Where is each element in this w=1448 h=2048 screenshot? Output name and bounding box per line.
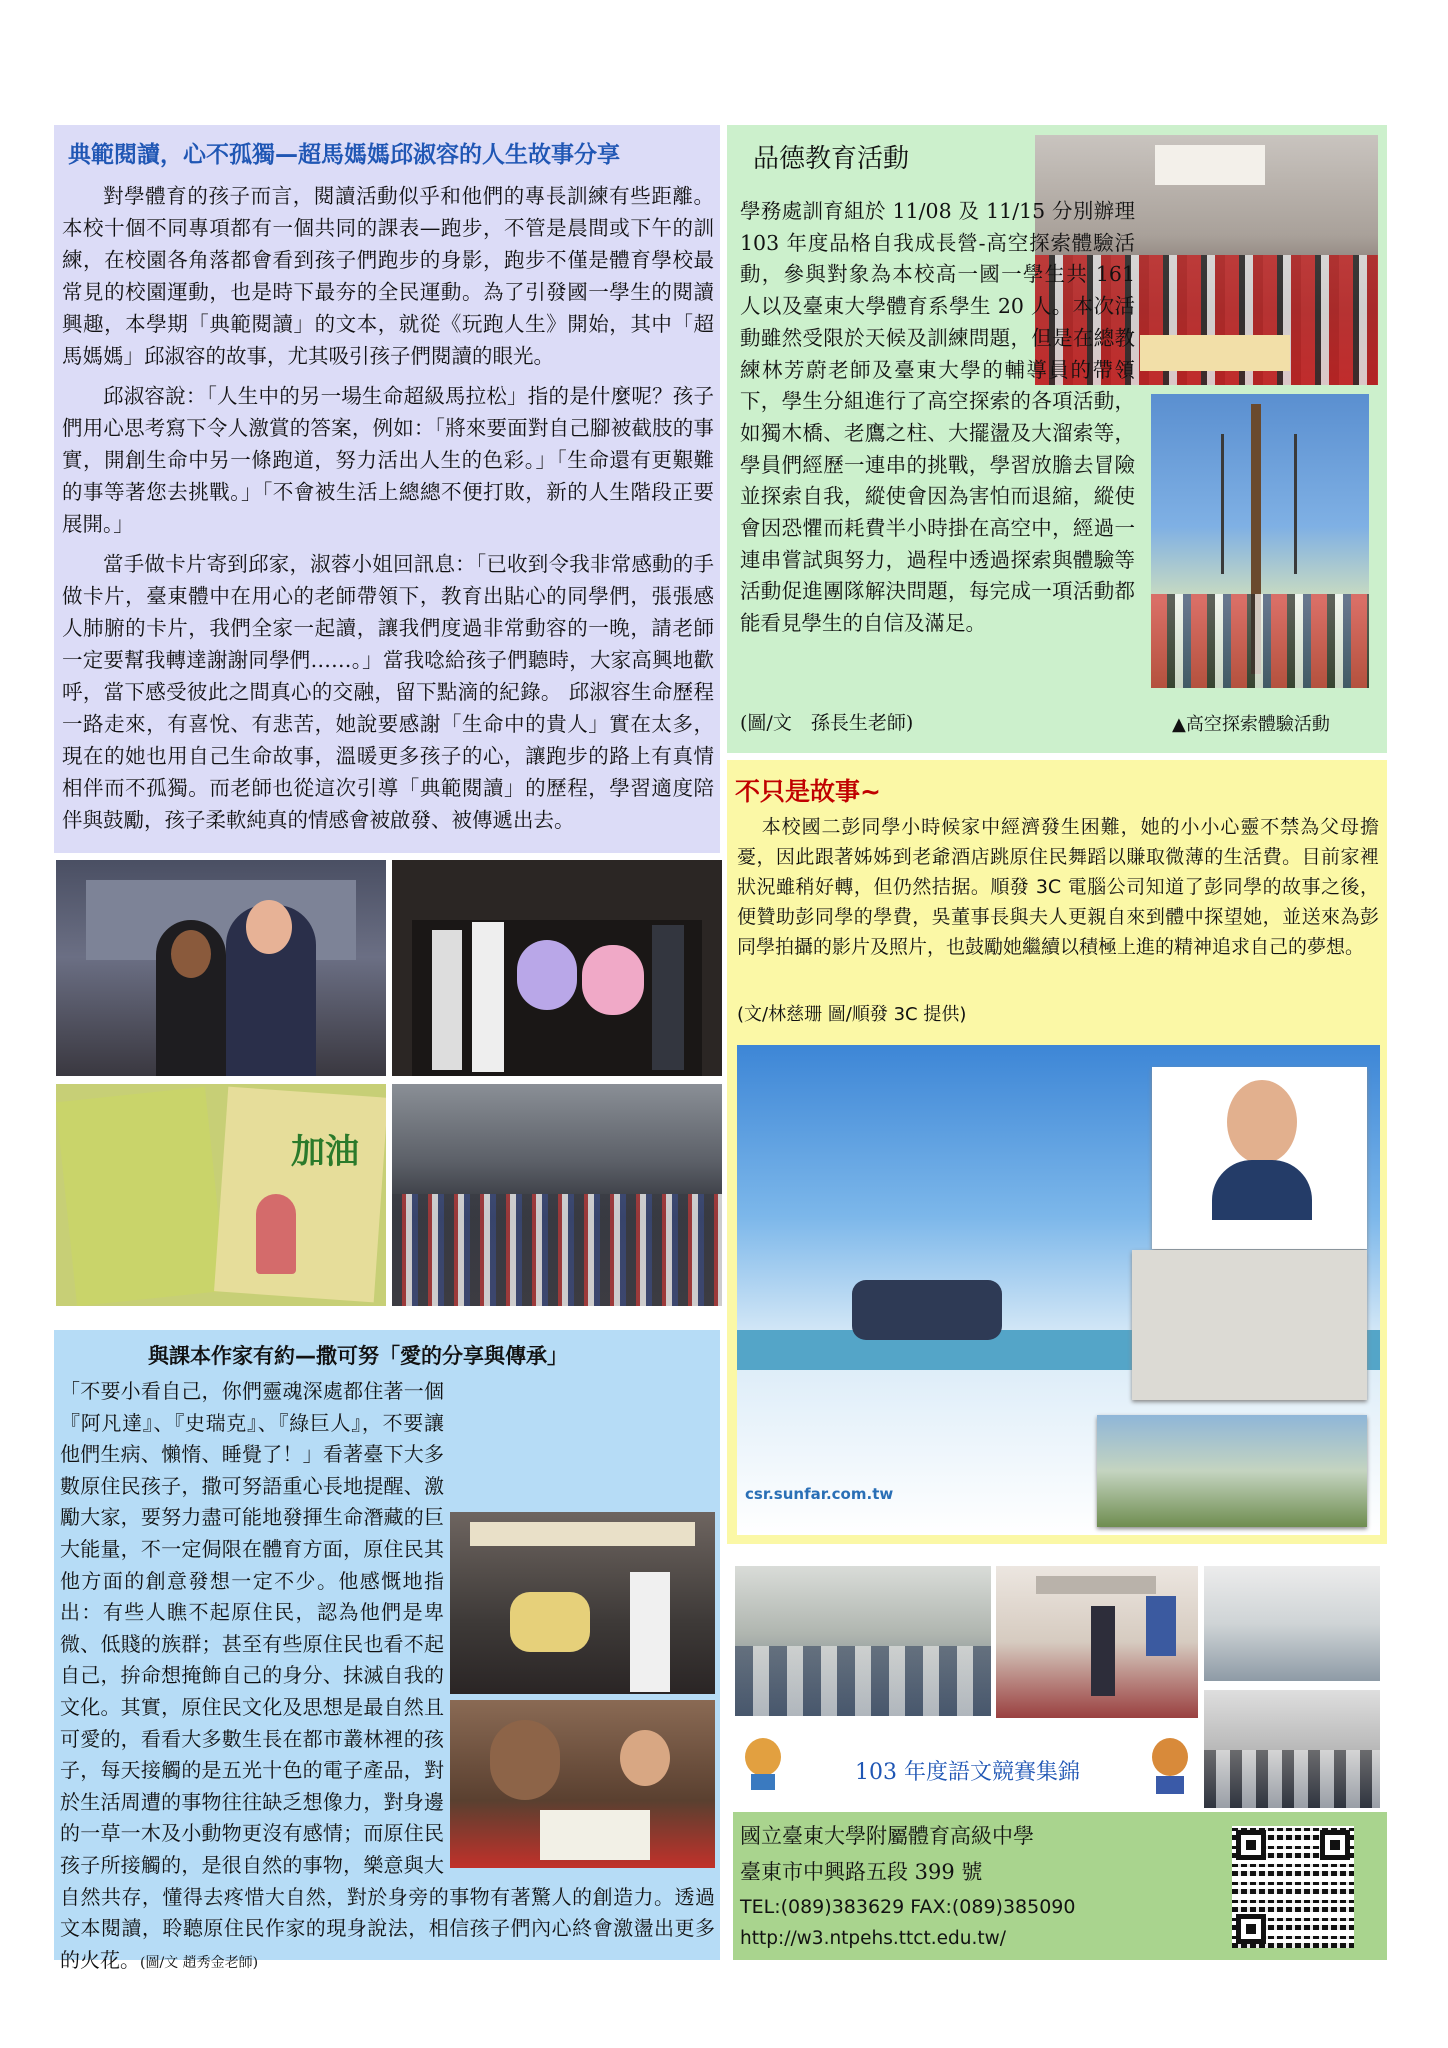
photo-writer-performance — [450, 1512, 715, 1694]
writer-credit: (圖/文 趙秀金老師) — [140, 1954, 259, 1971]
moral-body: 學務處訓育組於 11/08 及 11/15 分別辦理 103 年度品格自我成長營-高空探索體驗活動，參與對象為本校高一國一學生共 161 人以及臺東大學體育系學生 20 人。本次活動雖然受限於天候及訓練問題，但是在總教練林芳蔚老師及臺東大學的輔導員的帶領下，學生分組進行了高空探索的各項活動，如獨木橋、老鷹之柱、大擺盪及大溜索等，學員們經歷一連串的挑戰，學習放膽去冒險並探索自我，縱使會因為害怕而退縮，縱使會因恐懼而耗費半小時掛在高空中，經過一連串嘗試與努力，過程中透過探索與體驗等活動促進團隊解決問題，每完成一項活動都能看見學生的自信及滿足。 — [740, 199, 1135, 636]
photo-contest-classroom-2 — [1204, 1566, 1380, 1681]
reading-body — [62, 180, 714, 836]
reading-paragraph: 當手做卡片寄到邱家，淑蓉小姐回訊息：「已收到令我非常感動的手做卡片，臺東體中在用心的老師帶領下，教育出貼心的同學們，張張感人肺腑的卡片，我們全家一起讀，讓我們度過非常動容的一晚，請老師一定要幫我轉達謝謝同學們……。」當我唸給孩子們聽時，大家高興地歡呼，當下感受彼此之間真心的交融，留下點滴的紀錄。 邱淑容生命歷程一路走來，有喜悅、有悲苦，她說要感謝「生命中的貴人」實在太多，現在的她也用自己生命故事，溫暖更多孩子的心，讓跑步的路上有真情相伴而不孤獨。而老師也從這次引導「典範閱讀」的歷程，學習適度陪伴與鼓勵，孩子柔軟純真的情感會被啟發、被傳遞出去。 — [62, 552, 714, 832]
photo-auditorium-audience — [392, 1084, 722, 1306]
footer-school-name: 國立臺東大學附屬體育高級中學 — [740, 1824, 1034, 1848]
photo-students-with-cards — [392, 860, 722, 1076]
footer-phone: TEL:(089)383629 FAX:(089)385090 — [740, 1896, 1076, 1918]
reading-paragraph: 對學體育的孩子而言，閱讀活動似乎和他們的專長訓練有些距離。本校十個不同專項都有一個共同的課表—跑步，不管是晨間或下午的訓練，在校園各角落都會看到孩子們跑步的身影，跑步不僅是體育學校最常見的校園運動，也是時下最夯的全民運動。為了引發國一學生的閱讀興趣，本學期「典範閱讀」的文本，就從《玩跑人生》開始，其中「超馬媽媽」邱淑容的故事，尤其吸引孩子們閱讀的眼光。 — [62, 184, 714, 368]
moral-caption: ▲高空探索體驗活動 — [1172, 714, 1330, 735]
writer-body — [60, 1376, 715, 1979]
contest-title: 103 年度語文競賽集錦 — [855, 1760, 1080, 1785]
photo-author-with-student — [56, 860, 386, 1076]
mascot-left-icon — [737, 1730, 789, 1792]
photo-sunfar-banner — [737, 1045, 1380, 1535]
sunfar-website: csr.sunfar.com.tw — [745, 1485, 894, 1503]
moral-title: 品德教育活動 — [753, 144, 910, 174]
footer-address: 臺東市中興路五段 399 號 — [740, 1860, 983, 1884]
story-title: 不只是故事~ — [735, 777, 881, 806]
footer-url[interactable]: http://w3.ntpehs.ttct.edu.tw/ — [740, 1928, 1006, 1949]
photo-contest-stage — [996, 1566, 1198, 1718]
photo-contest-classroom-1 — [735, 1566, 991, 1716]
mascot-right-icon — [1140, 1730, 1196, 1796]
moral-credit: (圖/文 孫長生老師) — [740, 712, 914, 734]
photo-contest-classroom-3 — [1204, 1690, 1380, 1808]
story-credit: (文/林慈珊 圖/順發 3C 提供) — [737, 1004, 967, 1025]
photo-writer-signing — [450, 1700, 715, 1868]
photo-handmade-card — [56, 1084, 386, 1306]
reading-paragraph: 邱淑容說：「人生中的另一場生命超級馬拉松」指的是什麼呢？孩子們用心思考寫下令人激賞的答案，例如：「將來要面對自己腳被截肢的事實，開創生命中另一條跑道，努力活出人生的色彩。」「生命還有更艱難的事等著您去挑戰。」「不會被生活上總總不便打敗，新的人生階段正要展開。」 — [62, 384, 714, 536]
writer-title: 與課本作家有約—撒可努「愛的分享與傳承」 — [148, 1344, 568, 1368]
qr-code-icon — [1232, 1826, 1354, 1948]
reading-title: 典範閱讀，心不孤獨—超馬媽媽邱淑容的人生故事分享 — [68, 142, 620, 168]
writer-text: 「不要小看自己，你們靈魂深處都住著一個『阿凡達』、『史瑞克』、『綠巨人』，不要讓他們生病、懶惰、睡覺了！」看著臺下大多數原住民孩子，撒可努語重心長地提醒、激勵大家，要努力盡可能地發揮生命潛藏的巨大能量，不一定侷限在體育方面，原住民其他方面的創意發想一定不少。他感慨地指出：有些人瞧不起原住民，認為他們是卑微、低賤的族群；甚至有些原住民也看不起自己，拚命想掩飾自己的身分、抹滅自我的文化。其實，原住民文化及思想是最自然且可愛的，看看大多數生長在都市叢林裡的孩子，每天接觸的是五光十色的電子產品，對於生活周遭的事物往往缺乏想像力，對身邊的一草一木及小動物更沒有感情；而原住民孩子所接觸的，是很自然的事物，樂意與大自然共存，懂得去疼惜大自然，對於身旁的事物有著驚人的創造力。透過文本閱讀，聆聽原住民作家的現身說法，相信孩子們內心終會激盪出更多的火花。 — [60, 1379, 715, 1972]
card-cheer-text: 加油 — [291, 1132, 359, 1172]
photo-high-ropes — [1151, 394, 1369, 688]
story-body: 本校國二彭同學小時候家中經濟發生困難，她的小小心靈不禁為父母擔憂，因此跟著姊姊到老爺酒店跳原住民舞蹈以賺取微薄的生活費。目前家裡狀況雖稍好轉，但仍然拮据。順發 3C 電腦公司知道了彭同學的故事之後，便贊助彭同學的學費，吳董事長與夫人更親自來到體中探望她，並送來為彭同學拍攝的影片及照片，也鼓勵她繼續以積極上進的精神追求自己的夢想。 — [737, 816, 1379, 958]
